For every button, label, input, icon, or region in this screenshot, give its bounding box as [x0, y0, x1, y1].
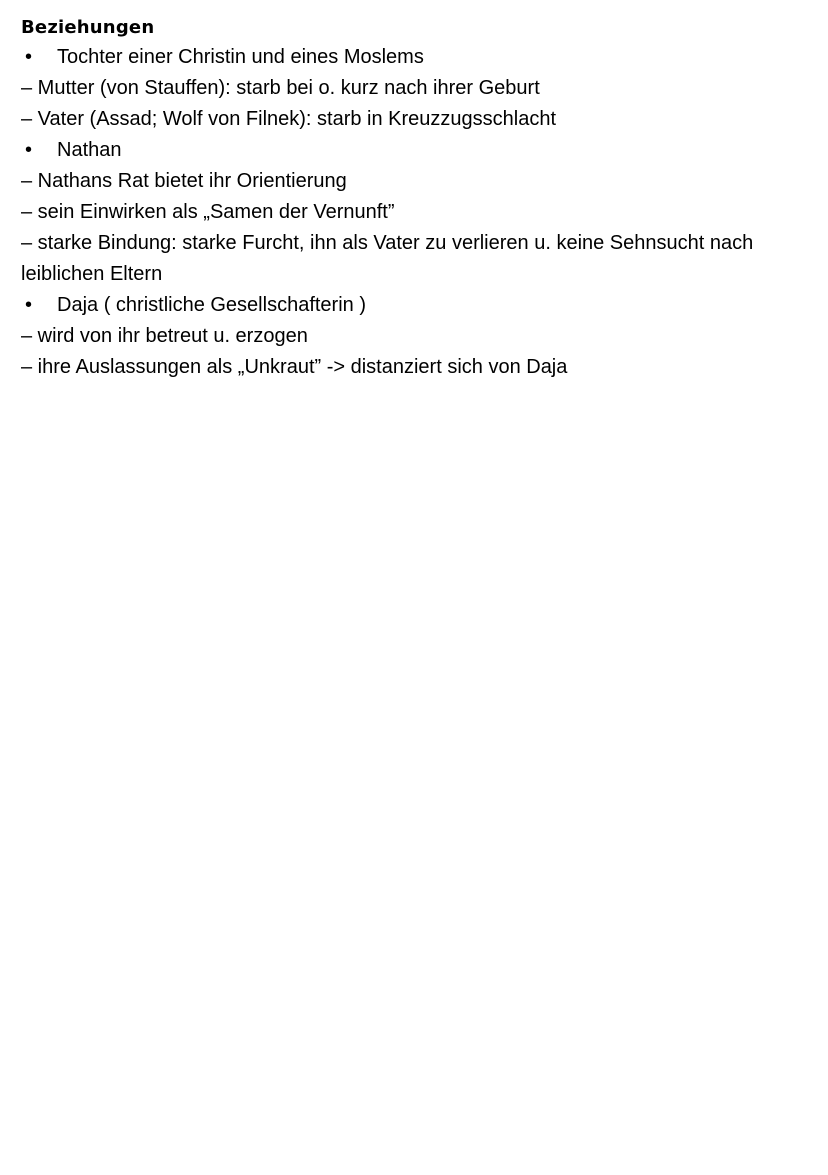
dash-item-nathan-advice: – Nathans Rat bietet ihr Orientierung — [21, 170, 347, 192]
bullet-item-label: Daja ( christliche Gesellschafterin ) — [57, 294, 366, 316]
bullet-item-daja — [21, 290, 808, 321]
dash-item-strong-bond: – starke Bindung: starke Furcht, ihn als Vater zu verlieren u. keine Sehnsucht nach leiblichen Eltern — [21, 232, 754, 285]
section-heading: Beziehungen — [21, 17, 155, 38]
dash-item-daja-care: – wird von ihr betreut u. erzogen — [21, 325, 308, 347]
dash-item-father: – Vater (Assad; Wolf von Filnek): starb in Kreuzzugsschlacht — [21, 108, 557, 130]
bullet-icon: • — [25, 294, 33, 316]
bullet-icon: • — [25, 139, 33, 161]
bullet-item-nathan — [21, 135, 808, 166]
dash-item-mother: – Mutter (von Stauffen): starb bei o. kurz nach ihrer Geburt — [21, 77, 540, 99]
bullet-item-label: Nathan — [57, 139, 122, 161]
bullet-icon: • — [25, 46, 33, 68]
bullet-item-label: Tochter einer Christin und eines Moslems — [57, 46, 424, 68]
dash-item-daja-weeds: – ihre Auslassungen als „Unkraut” -> distanziert sich von Daja — [21, 356, 568, 378]
dash-item-nathan-influence: – sein Einwirken als „Samen der Vernunft” — [21, 201, 395, 223]
bullet-item-daughter — [21, 42, 808, 73]
